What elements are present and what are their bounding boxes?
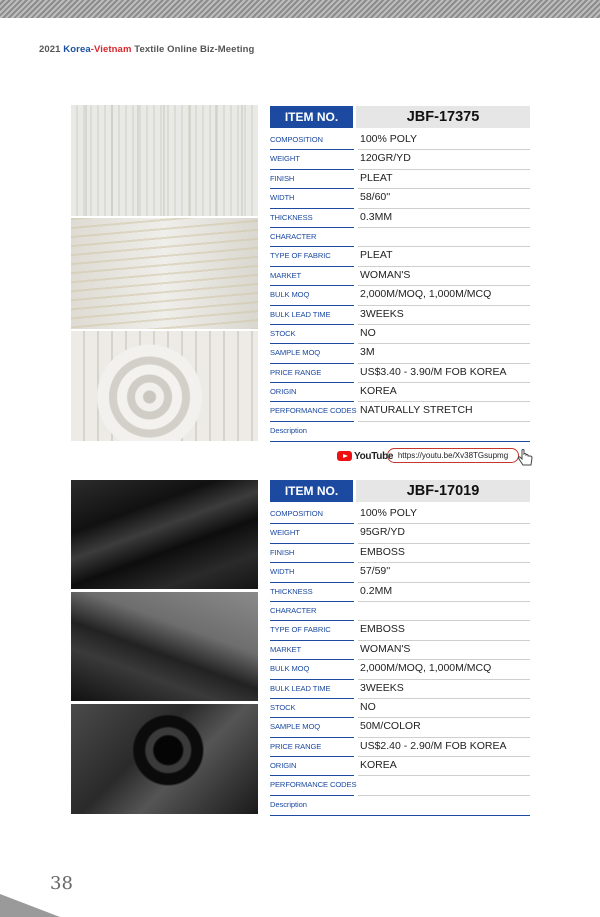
spec-value: 3M xyxy=(360,346,375,359)
spec-row xyxy=(270,776,530,795)
item-number-label: ITEM NO. xyxy=(270,106,353,128)
spec-label: BULK MOQ xyxy=(270,664,310,674)
spec-value: 57/59'' xyxy=(360,565,391,578)
spec-label: WIDTH xyxy=(270,193,295,203)
header-title: Textile Online Biz-Meeting xyxy=(134,44,255,55)
fabric-photo-black-sheen xyxy=(71,480,258,589)
fabric-photo-white-pleat xyxy=(71,218,258,329)
spec-row xyxy=(270,524,530,543)
spec-label: ORIGIN xyxy=(270,761,297,771)
spec-rows xyxy=(270,131,530,441)
spec-row xyxy=(270,150,530,169)
spec-label: FINISH xyxy=(270,547,295,557)
spec-value: 0.2MM xyxy=(360,584,393,597)
spec-label: Description xyxy=(270,799,307,809)
spec-value: 50M/COLOR xyxy=(360,720,421,733)
spec-label: STOCK xyxy=(270,328,296,338)
spec-row xyxy=(270,563,530,582)
item-number-row xyxy=(270,106,530,128)
page-number: 38 xyxy=(50,873,73,894)
spec-row xyxy=(270,660,530,679)
youtube-link[interactable] xyxy=(337,449,393,463)
spec-row xyxy=(270,602,530,621)
spec-value: WOMAN'S xyxy=(360,268,411,281)
spec-table-end-line xyxy=(270,815,530,816)
spec-label: TYPE OF FABRIC xyxy=(270,625,331,635)
top-decorative-band xyxy=(0,0,600,18)
spec-value: 58/60'' xyxy=(360,191,391,204)
spec-row xyxy=(270,267,530,286)
spec-label: MARKET xyxy=(270,270,302,280)
spec-label: BULK MOQ xyxy=(270,290,310,300)
youtube-brand-text: YouTube xyxy=(354,450,394,462)
spec-label: STOCK xyxy=(270,702,296,712)
spec-row xyxy=(270,422,530,441)
item-number-value: JBF-17375 xyxy=(356,106,530,128)
spec-row xyxy=(270,325,530,344)
spec-row xyxy=(270,189,530,208)
spec-value: 95GR/YD xyxy=(360,526,405,539)
spec-value: NO xyxy=(360,700,376,713)
spec-value: EMBOSS xyxy=(360,545,405,558)
spec-row xyxy=(270,718,530,737)
spec-row xyxy=(270,505,530,524)
spec-label: Description xyxy=(270,425,307,435)
spec-row xyxy=(270,796,530,815)
spec-row xyxy=(270,306,530,325)
spec-value: 2,000M/MOQ, 1,000M/MCQ xyxy=(360,662,492,675)
spec-row xyxy=(270,286,530,305)
spec-value: WOMAN'S xyxy=(360,642,411,655)
spec-label: SAMPLE MOQ xyxy=(270,348,321,358)
spec-row xyxy=(270,699,530,718)
item-number-label: ITEM NO. xyxy=(270,480,353,502)
spec-row xyxy=(270,641,530,660)
spec-table-end-line xyxy=(270,441,530,442)
spec-label: FINISH xyxy=(270,173,295,183)
spec-label: COMPOSITION xyxy=(270,509,323,518)
pointer-hand-icon xyxy=(516,448,536,468)
spec-row xyxy=(270,544,530,563)
spec-value: NO xyxy=(360,326,376,339)
spec-label: COMPOSITION xyxy=(270,135,323,144)
spec-value: PLEAT xyxy=(360,171,393,184)
spec-value: KOREA xyxy=(360,759,397,772)
spec-value: KOREA xyxy=(360,385,397,398)
spec-value: US$2.40 - 2.90/M FOB KOREA xyxy=(360,739,507,752)
spec-value: 120GR/YD xyxy=(360,152,411,165)
spec-row xyxy=(270,402,530,421)
spec-label: MARKET xyxy=(270,644,302,654)
spec-label: ORIGIN xyxy=(270,387,297,397)
spec-value: 2,000M/MOQ, 1,000M/MCQ xyxy=(360,288,492,301)
header-korea: Korea xyxy=(63,44,91,55)
spec-row xyxy=(270,344,530,363)
spec-row xyxy=(270,383,530,402)
spec-value: PLEAT xyxy=(360,249,393,262)
spec-label: PRICE RANGE xyxy=(270,741,322,751)
spec-label: TYPE OF FABRIC xyxy=(270,251,331,261)
spec-value: 100% POLY xyxy=(360,133,418,145)
item-number-value: JBF-17019 xyxy=(356,480,530,502)
spec-row xyxy=(270,680,530,699)
youtube-url-link[interactable]: https://youtu.be/Xv38TGsupmg xyxy=(387,448,519,463)
spec-label: BULK LEAD TIME xyxy=(270,309,331,319)
spec-value: 3WEEKS xyxy=(360,307,404,320)
fabric-photo-white-drape xyxy=(71,331,258,441)
spec-value: 3WEEKS xyxy=(360,681,404,694)
fabric-photo-black-drape xyxy=(71,704,258,814)
product-spec-table-1 xyxy=(270,106,530,442)
youtube-icon xyxy=(337,451,352,461)
spec-row xyxy=(270,131,530,150)
spec-label: PERFORMANCE CODES xyxy=(270,780,357,790)
spec-label: THICKNESS xyxy=(270,212,313,222)
spec-label: CHARACTER xyxy=(270,231,317,241)
spec-label: WEIGHT xyxy=(270,528,300,538)
spec-row xyxy=(270,738,530,757)
spec-label: SAMPLE MOQ xyxy=(270,722,321,732)
header-year: 2021 xyxy=(39,44,61,55)
spec-row xyxy=(270,583,530,602)
spec-row xyxy=(270,247,530,266)
spec-row xyxy=(270,170,530,189)
corner-decoration xyxy=(0,894,60,917)
spec-value: NATURALLY STRETCH xyxy=(360,404,473,417)
spec-value: 0.3MM xyxy=(360,210,393,223)
spec-label: BULK LEAD TIME xyxy=(270,683,331,693)
spec-label: PERFORMANCE CODES xyxy=(270,406,357,416)
fabric-photo-white-closeup xyxy=(71,105,258,216)
spec-row xyxy=(270,228,530,247)
spec-value: EMBOSS xyxy=(360,623,405,636)
header-dash: - xyxy=(90,44,94,55)
spec-label: CHARACTER xyxy=(270,605,317,615)
spec-row xyxy=(270,209,530,228)
spec-row xyxy=(270,757,530,776)
header-vietnam: Vietnam xyxy=(94,44,132,55)
product-spec-table-2 xyxy=(270,480,530,816)
spec-label: WEIGHT xyxy=(270,154,300,164)
spec-value: 100% POLY xyxy=(360,507,418,519)
spec-label: WIDTH xyxy=(270,567,295,577)
spec-value: US$3.40 - 3.90/M FOB KOREA xyxy=(360,365,507,378)
item-number-row xyxy=(270,480,530,502)
spec-label: THICKNESS xyxy=(270,586,313,596)
fabric-photo-black-edge xyxy=(71,592,258,701)
spec-rows xyxy=(270,505,530,815)
spec-label: PRICE RANGE xyxy=(270,367,322,377)
page-header xyxy=(39,44,254,55)
spec-row xyxy=(270,364,530,383)
spec-row xyxy=(270,621,530,640)
